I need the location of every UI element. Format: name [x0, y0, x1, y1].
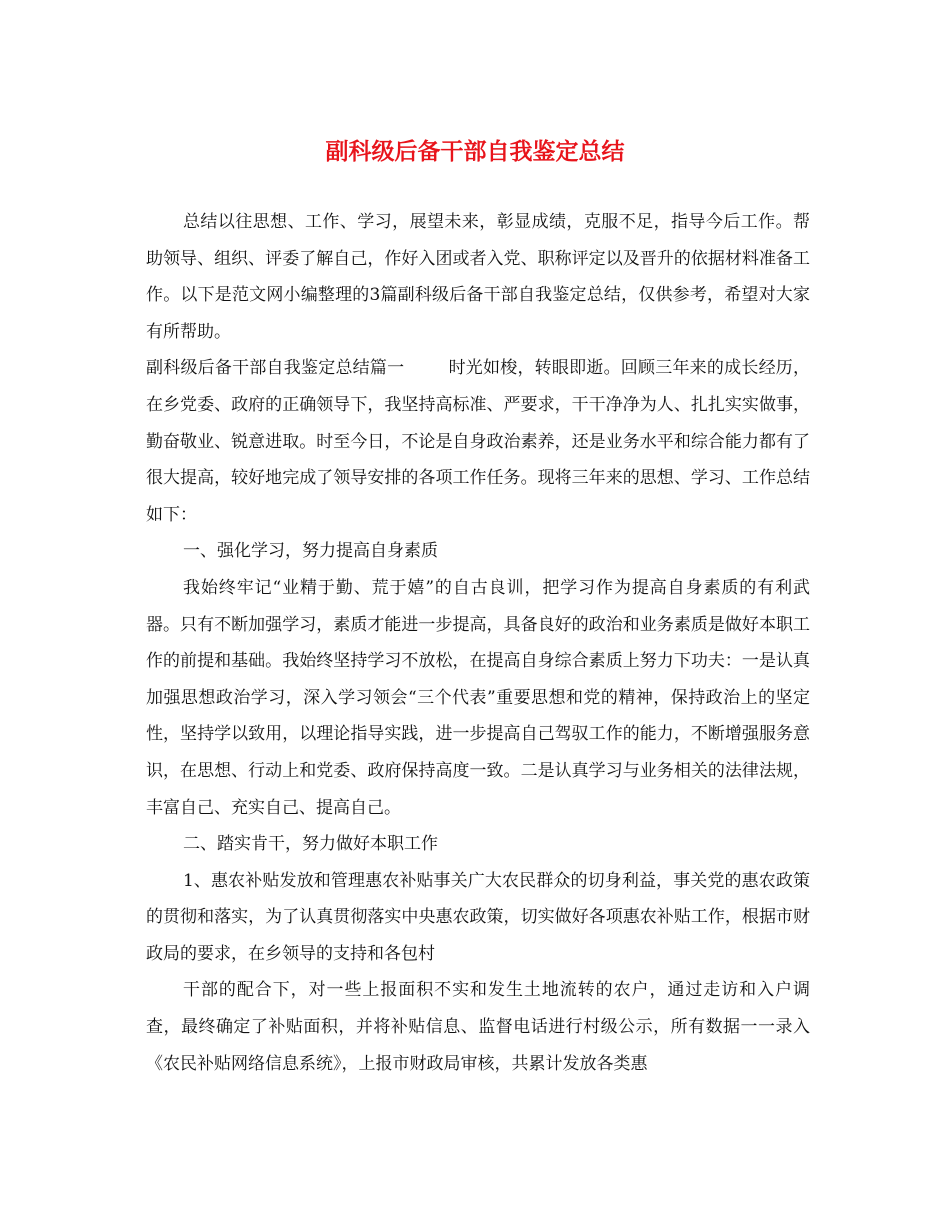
- document-body: [146, 204, 810, 1082]
- document-title: 副科级后备干部自我鉴定总结: [325, 138, 625, 165]
- section-heading-part-one: 副科级后备干部自我鉴定总结篇一: [146, 358, 405, 379]
- paragraph-part-one-text: 时光如梭，转眼即逝。回顾三年来的成长经历，在乡党委、政府的正确领导下，我坚持高标准、严要求，干干净净为人、扎扎实实做事，勤奋敬业、锐意进取。时至今日，不论是自身政治素养，还是业务水平和综合能力都有了很大提高，较好地完成了领导安排的各项工作任务。现将三年来的思想、学习、工作总结如下：: [146, 358, 811, 525]
- paragraph-intro: 总结以往思想、工作、学习，展望未来，彰显成绩，克服不足，指导今后工作。帮助领导、组织、评委了解自己，作好入团或者入党、职称评定以及晋升的依据材料准备工作。以下是范文网小编整理的3篇副科级后备干部自我鉴定总结，仅供参考，希望对大家有所帮助。: [146, 212, 810, 342]
- paragraph-subsidy: 1、惠农补贴发放和管理惠农补贴事关广大农民群众的切身利益，事关党的惠农政策的贯彻和落实，为了认真贯彻落实中央惠农政策，切实做好各项惠农补贴工作，根据市财政局的要求，在乡领导的支持和各包村: [146, 870, 810, 964]
- paragraph-subsidy-continued: 干部的配合下，对一些上报面积不实和发生土地流转的农户，通过走访和入户调查，最终确定了补贴面积，并将补贴信息、监督电话进行村级公示，所有数据一一录入《农民补贴网络信息系统》，上报市财政局审核，共累计发放各类惠: [146, 980, 810, 1074]
- section-heading-work: 二、踏实肯干，努力做好本职工作: [183, 834, 438, 855]
- paragraph-part-one: [146, 350, 810, 533]
- paragraph-study: 我始终牢记“业精于勤、荒于嬉”的自古良训，把学习作为提高自身素质的有利武器。只有不断加强学习，素质才能进一步提高，具备良好的政治和业务素质是做好本职工作的前提和基础。我始终坚持学习不放松，在提高自身综合素质上努力下功夫：一是认真加强思想政治学习，深入学习领会“三个代表”重要思想和党的精神，保持政治上的坚定性，坚持学以致用，以理论指导实践，进一步提高自己驾驭工作的能力，不断增强服务意识，在思想、行动上和党委、政府保持高度一致。二是认真学习与业务相关的法律法规，丰富自己、充实自己、提高自己。: [146, 577, 810, 818]
- section-heading-study: 一、强化学习，努力提高自身素质: [183, 541, 438, 562]
